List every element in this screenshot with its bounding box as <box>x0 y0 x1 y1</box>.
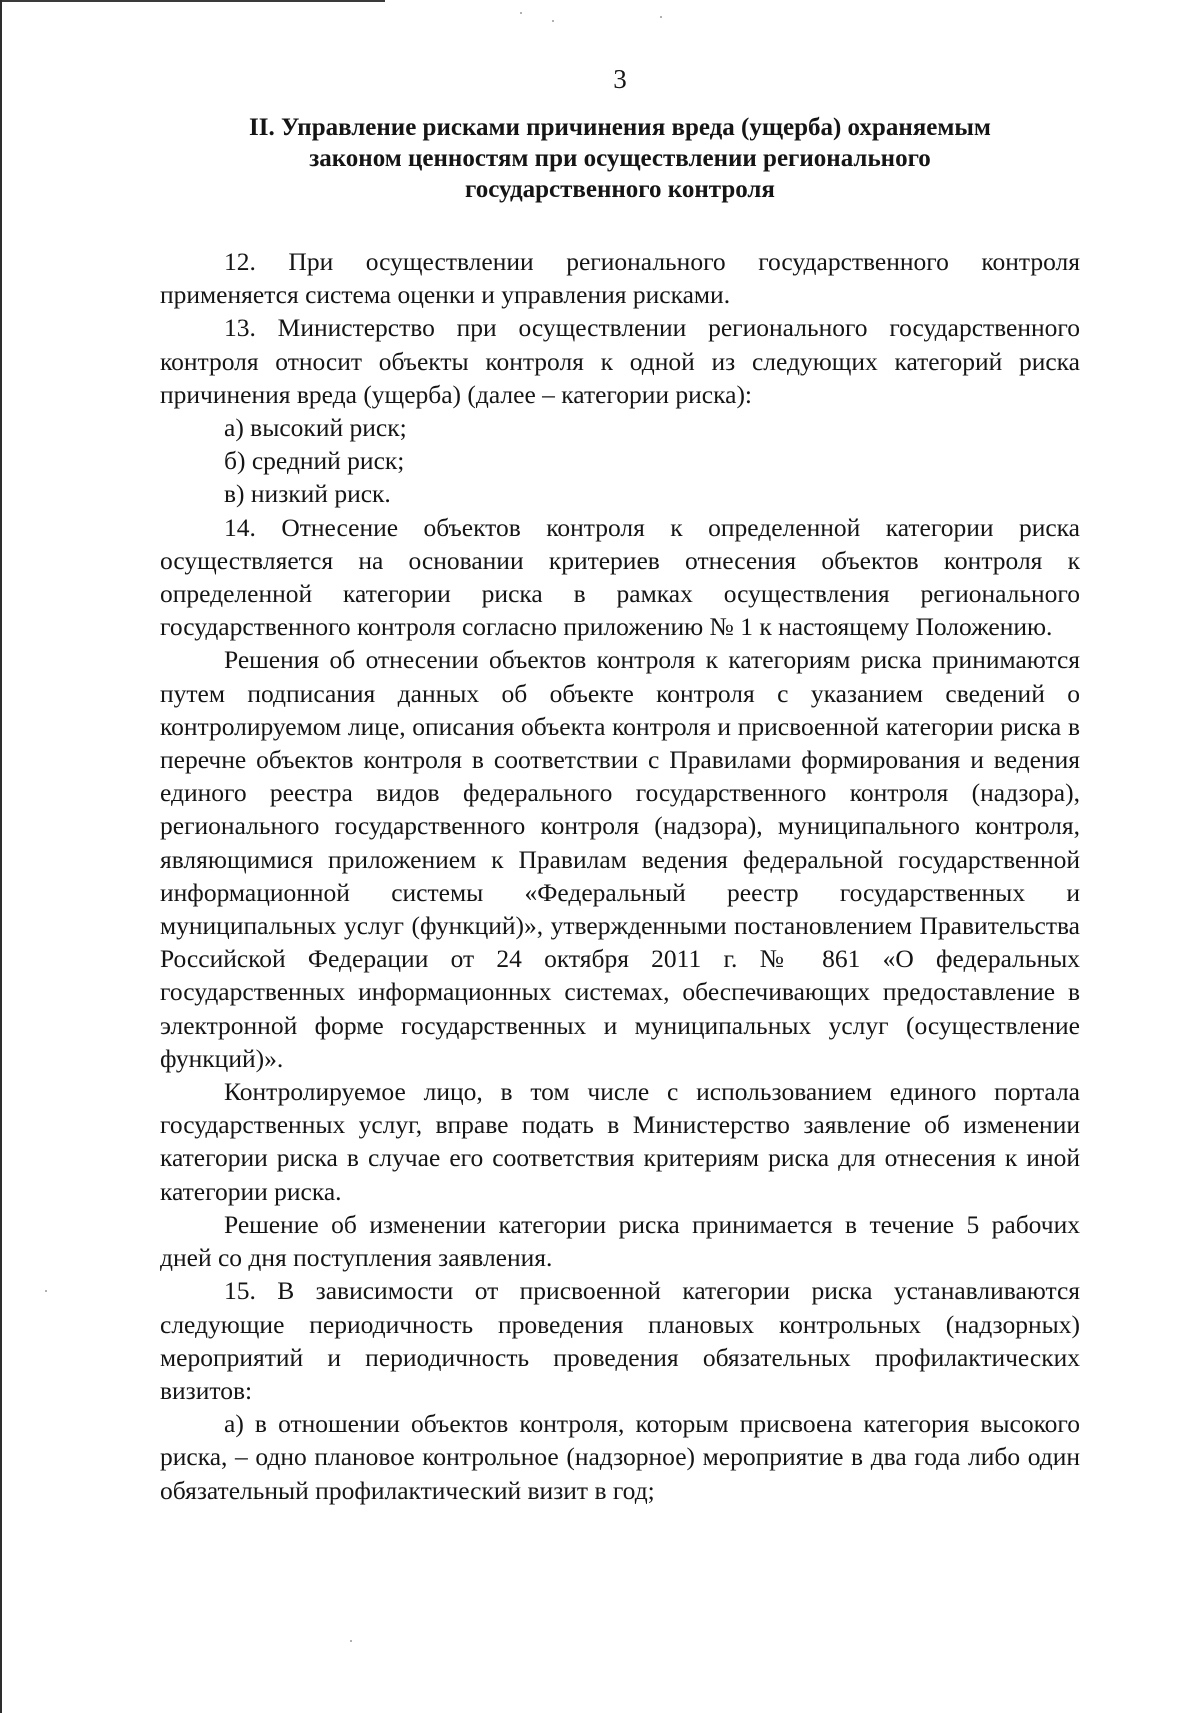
paragraph-14: 14. Отнесение объектов контроля к определенной категории риска осуществляется на основании критериев отнесения объектов контроля к определенной категории риска в рамках осуществления регионального государственного контроля согласно приложению № 1 к настоящему Положению. <box>160 512 1080 642</box>
scan-speck <box>45 1290 47 1292</box>
document-body <box>160 245 1080 1507</box>
heading-line-1: II. Управление рисками причинения вреда (ущерба) охраняемым <box>249 114 991 141</box>
paragraph-12: 12. При осуществлении регионального государственного контроля применяется система оценки и управления рисками. <box>160 247 1080 310</box>
scan-speck <box>350 1640 352 1642</box>
risk-category-medium: б) средний риск; <box>224 446 405 476</box>
paragraph-14-controlled-person: Контролируемое лицо, в том числе с использованием единого портала государственных услуг, вправе подать в Министерство заявление об изменении категории риска в случае его соответствия критериям риска для отнесения к иной категории риска. <box>160 1077 1080 1206</box>
scan-speck <box>520 12 522 14</box>
document-page <box>160 62 1080 1507</box>
paragraph-14-decisions: Решения об отнесении объектов контроля к категориям риска принимаются путем подписания данных об объекте контроля с указанием сведений о контролируемом лице, описания объекта контроля и присвоенной категории риска в перечне объектов контроля в соответствии с Правилами формирования и ведения единого реестра видов федерального государственного контроля (надзора), регионального государственного контроля (надзора), муниципального контроля, являющимися приложением к Правилам ведения федеральной государственной информационной системы «Федеральный реестр государственных и муниципальных услуг (функций)», утвержденными постановлением Правительства Российской Федерации от 24 октября 2011 г. № 861 «О федеральных государственных информационных системах, обеспечивающих предоставление в электронной форме государственных и муниципальных услуг (осуществление функций)». <box>160 645 1080 1073</box>
paragraph-14-change-decision: Решение об изменении категории риска принимается в течение 5 рабочих дней со дня поступления заявления. <box>160 1209 1080 1273</box>
scan-speck <box>552 20 554 22</box>
scan-edge-top <box>0 0 385 2</box>
paragraph-13: 13. Министерство при осуществлении регионального государственного контроля относит объекты контроля к одной из следующих категорий риска причинения вреда (ущерба) (далее – категории риска): <box>160 313 1080 409</box>
heading-line-2: законом ценностям при осуществлении регионального <box>309 145 931 172</box>
risk-category-low: в) низкий риск. <box>224 479 391 509</box>
heading-line-3: государственного контроля <box>465 176 775 203</box>
page-number: 3 <box>613 64 627 94</box>
risk-category-high: а) высокий риск; <box>224 413 407 443</box>
paragraph-15: 15. В зависимости от присвоенной категории риска устанавливаются следующие периодичность проведения плановых контрольных (надзорных) мероприятий и периодичность проведения обязательных профилактических визитов: <box>160 1276 1080 1405</box>
scan-speck <box>660 16 662 18</box>
scan-edge-left <box>0 0 2 1713</box>
paragraph-15-a: а) в отношении объектов контроля, которым присвоена категория высокого риска, – одно плановое контрольное (надзорное) мероприятие в два года либо один обязательный профилактический визит в год; <box>160 1409 1080 1505</box>
section-heading <box>160 112 1080 205</box>
